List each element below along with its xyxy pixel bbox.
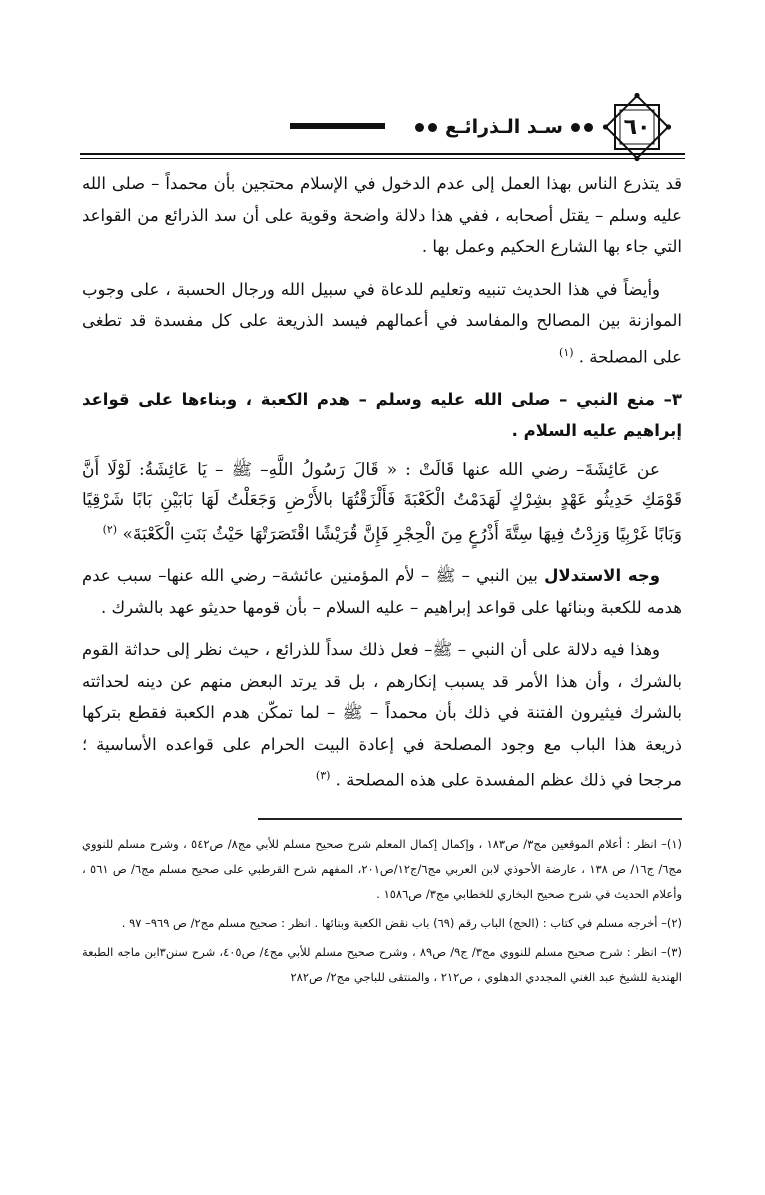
hadith-quote [82, 455, 682, 550]
evidence-text: بين النبي – ﷺ – لأم المؤمنين عائشة– رضي الله عنها– سبب عدم هدمه للكعبة وبنائها على قواعد إبراهيم – عليه السلام – بأن قومها حديثو عهد بالشرك . [82, 566, 682, 617]
paragraph [82, 634, 682, 796]
footnotes [82, 832, 682, 994]
footnote-ref: (٢) [102, 522, 118, 536]
paragraph: قد يتذرع الناس بهذا العمل إلى عدم الدخول في الإسلام محتجين بأن محمداً – صلى الله عليه وسلم – يقتل أصحابه ، ففي هذا دلالة واضحة وقوية على أن سد الذرائع من القواعد التي جاء بها الشارع الحكيم وعمل بها . [82, 174, 682, 256]
footnote: (٣)– انظر : شرح صحيح مسلم للنووي مج٣/ ج٩/ ص٨٩ ، وشرح صحيح مسلم للأبي مج٤/ ص٤٠٥، شرح سنن٣ابن ماجه الطبعة الهندية للشيخ عبد الغني المجددي الدهلوي ، ص٢١٢ ، والمنتقى للباجي مج٢/ ص٢٨٢ [82, 945, 682, 984]
running-title-group [415, 112, 593, 142]
bullet-dots-icon [415, 123, 437, 132]
running-title: سـد الـذرائـع [445, 116, 563, 138]
footnote-ref: (٣) [315, 769, 331, 783]
header-thick-rule [290, 123, 385, 129]
main-text [82, 168, 682, 807]
footnote: (١)– انظر : أعلام الموقعين مج٣/ ص١٨٣ ، وإكمال إكمال المعلم شرح صحيح مسلم للأبي مج٨/ ص٥٤٢ ، وشرح مسلم للنووي مج٦/ ج١٦/ ص ١٣٨ ، عارضة الأحوذي لابن العربي مج٦/ج١٢/ص٢٠١، المفهم شرح القرطبي على صحيح مسلم مج٦/ ص ٥٦١ ، وأعلام الحديث في شرح صحيح البخاري للخطابي مج٣/ ص١٥٨٦ . [82, 837, 682, 901]
bullet-dots-icon [571, 123, 593, 132]
footnote: (٢)– أخرجه مسلم في كتاب : (الحج) الباب رقم (٦٩) باب نقض الكعبة وبنائها . انظر : صحيح مسلم مج٢/ ص ٩٦٩– ٩٧ . [121, 916, 682, 930]
footnote-separator [258, 818, 682, 820]
page-header [80, 92, 685, 162]
evidence-label: وجه الاستدلال [544, 566, 661, 586]
page-number: ٦٠ [623, 114, 651, 140]
paragraph-text: وأيضاً في هذا الحديث تنبيه وتعليم للدعاة في سبيل الله ورجال الحسبة ، على وجوب الموازنة بين المصالح والمفاسد في أعمالهم فيسد الذريعة على كل مفسدة قد تطغى على المصلحة . [82, 279, 682, 366]
hadith-text: عن عَائِشَةَ– رضي الله عنها قَالَتْ : « قَالَ رَسُولُ اللَّهِ– ﷺ – يَا عَائِشَةُ: لَوْلَا أَنَّ قَوْمَكِ حَدِيثُو عَهْدٍ بشِرْكٍ لَهَدَمْتُ الْكَعْبَةَ فَأَلْزَقْتُهَا بالأَرْضِ وَجَعَلْتُ لَهَا بَابَيْنِ بَابًا شَرْقِيًا وَبَابًا غَرْبِيًا وَزِدْتُ فِيهَا سِتَّةَ أَذْرُعٍ مِنَ الْحِجْرِ فَإِنَّ قُرَيْشًا اقْتَصَرَتْهَا حَيْثُ بَنَتِ الْكَعْبَةَ» [82, 459, 682, 545]
paragraph [82, 560, 682, 623]
paragraph-text: وهذا فيه دلالة على أن النبي – ﷺ– فعل ذلك سداً للذرائع ، حيث نظر إلى حداثة القوم بالشرك ، وأن هذا الأمر قد يسبب إنكارهم ، بل قد يرتد البعض منهم عن دينه لحداثته بالشرك فيثيرون الفتنة في ذلك بأن محمداً – ﷺ – لما تمكّن هدم الكعبة فقطع بتركها ذريعة هذا الباب مع وجود المصلحة في إعادة البيت الحرام على قواعده الأساسية ؛ مرجحا في ذلك عظم المفسدة على هذه المصلحة . [82, 640, 682, 790]
section-heading: ٣– منع النبي – صلى الله عليه وسلم – هدم الكعبة ، وبناءها على قواعد إبراهيم عليه السلام . [82, 389, 682, 440]
header-rule-inner [80, 158, 685, 159]
header-rule [80, 153, 685, 155]
paragraph [82, 274, 682, 373]
footnote-ref: (١) [559, 345, 574, 359]
